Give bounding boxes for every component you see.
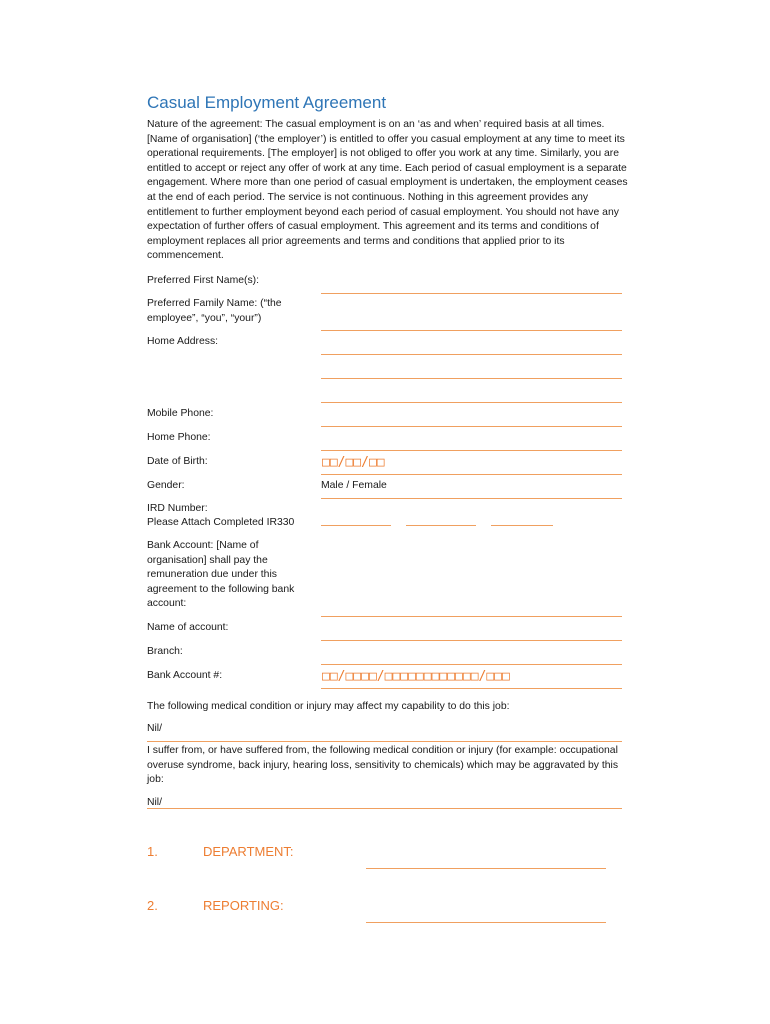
medical-answer-1-underline (147, 741, 622, 742)
first-name-label: Preferred First Name(s): (147, 275, 260, 286)
family-name-label: Preferred Family Name: (“the employee”, “you”, “your”) (147, 298, 282, 324)
bank-number-label: Bank Account #: (147, 670, 223, 681)
bank-account-label: Bank Account: [Name of organisation] shall pay the remuneration due under this agreement to the following bank account: (147, 540, 295, 610)
medical-answer-2-underline (147, 808, 622, 809)
account-name-field[interactable] (321, 640, 622, 641)
ird-field-part-1[interactable] (321, 525, 391, 526)
section-title-reporting: REPORTING: (203, 898, 284, 913)
home-phone-label: Home Phone: (147, 432, 211, 443)
gender-underline (321, 498, 622, 499)
agreement-intro: Nature of the agreement: The casual employment is on an ‘as and when’ required basis at all times. [Name of organisation] (‘the employer’) is entitled to offer you casual employment at any time to meet its operational requirements. [The employer] is not obliged to offer you work at any time. Similarly, you are entitled to accept or reject any offer of work at any time. Each period of casual employment is a separate engagement. Where more than one period of casual employment is undertaken, the employment ceases at the end of each period. The service is not continuous. Nothing in this agreement provides any entitlement to further employment beyond each period of casual employment. You should not have any expectation of further offers of casual employment. This agreement and its terms and conditions of employment replaces all prior agreements and terms and conditions that applied prior to its commencement. (147, 119, 628, 262)
dob-field[interactable]: □□/□□/□□ (322, 455, 385, 470)
department-field[interactable] (366, 868, 606, 869)
section-title-department: DEPARTMENT: (203, 844, 294, 859)
section-number-department: 1. (147, 844, 158, 859)
bank-number-underline (321, 688, 622, 689)
page-title: Casual Employment Agreement (147, 93, 387, 112)
home-phone-field[interactable] (321, 450, 622, 451)
home-address-field-line-3[interactable] (321, 402, 622, 403)
medical-answer-1[interactable]: Nil/ (147, 723, 163, 734)
dob-underline (321, 474, 622, 475)
dob-label: Date of Birth: (147, 456, 208, 467)
medical-statement-1: The following medical condition or injury may affect my capability to do this job: (147, 701, 510, 712)
reporting-field[interactable] (366, 922, 606, 923)
medical-statement-2: I suffer from, or have suffered from, the following medical condition or injury (for example: occupational overuse syndrome, back injury, hearing loss, sensitivity to chemicals) which may be aggravated by this job: (147, 745, 619, 786)
gender-label: Gender: (147, 480, 185, 491)
home-address-field-line-2[interactable] (321, 378, 622, 379)
medical-answer-2[interactable]: Nil/ (147, 797, 163, 808)
bank-account-field[interactable] (321, 616, 622, 617)
home-address-label: Home Address: (147, 336, 219, 347)
account-name-label: Name of account: (147, 622, 229, 633)
gender-options[interactable]: Male / Female (321, 480, 387, 491)
mobile-phone-field[interactable] (321, 426, 622, 427)
ird-attach-note: Please Attach Completed IR330 (147, 517, 295, 528)
family-name-field[interactable] (321, 330, 622, 331)
section-number-reporting: 2. (147, 898, 158, 913)
mobile-phone-label: Mobile Phone: (147, 408, 214, 419)
ird-field-part-2[interactable] (406, 525, 476, 526)
first-name-field[interactable] (321, 293, 622, 294)
bank-number-field[interactable]: □□/□□□□/□□□□□□□□□□□□/□□□ (322, 669, 510, 684)
branch-label: Branch: (147, 646, 183, 657)
ird-number-label: IRD Number: (147, 503, 208, 514)
home-address-field-line-1[interactable] (321, 354, 622, 355)
ird-field-part-3[interactable] (491, 525, 553, 526)
branch-field[interactable] (321, 664, 622, 665)
